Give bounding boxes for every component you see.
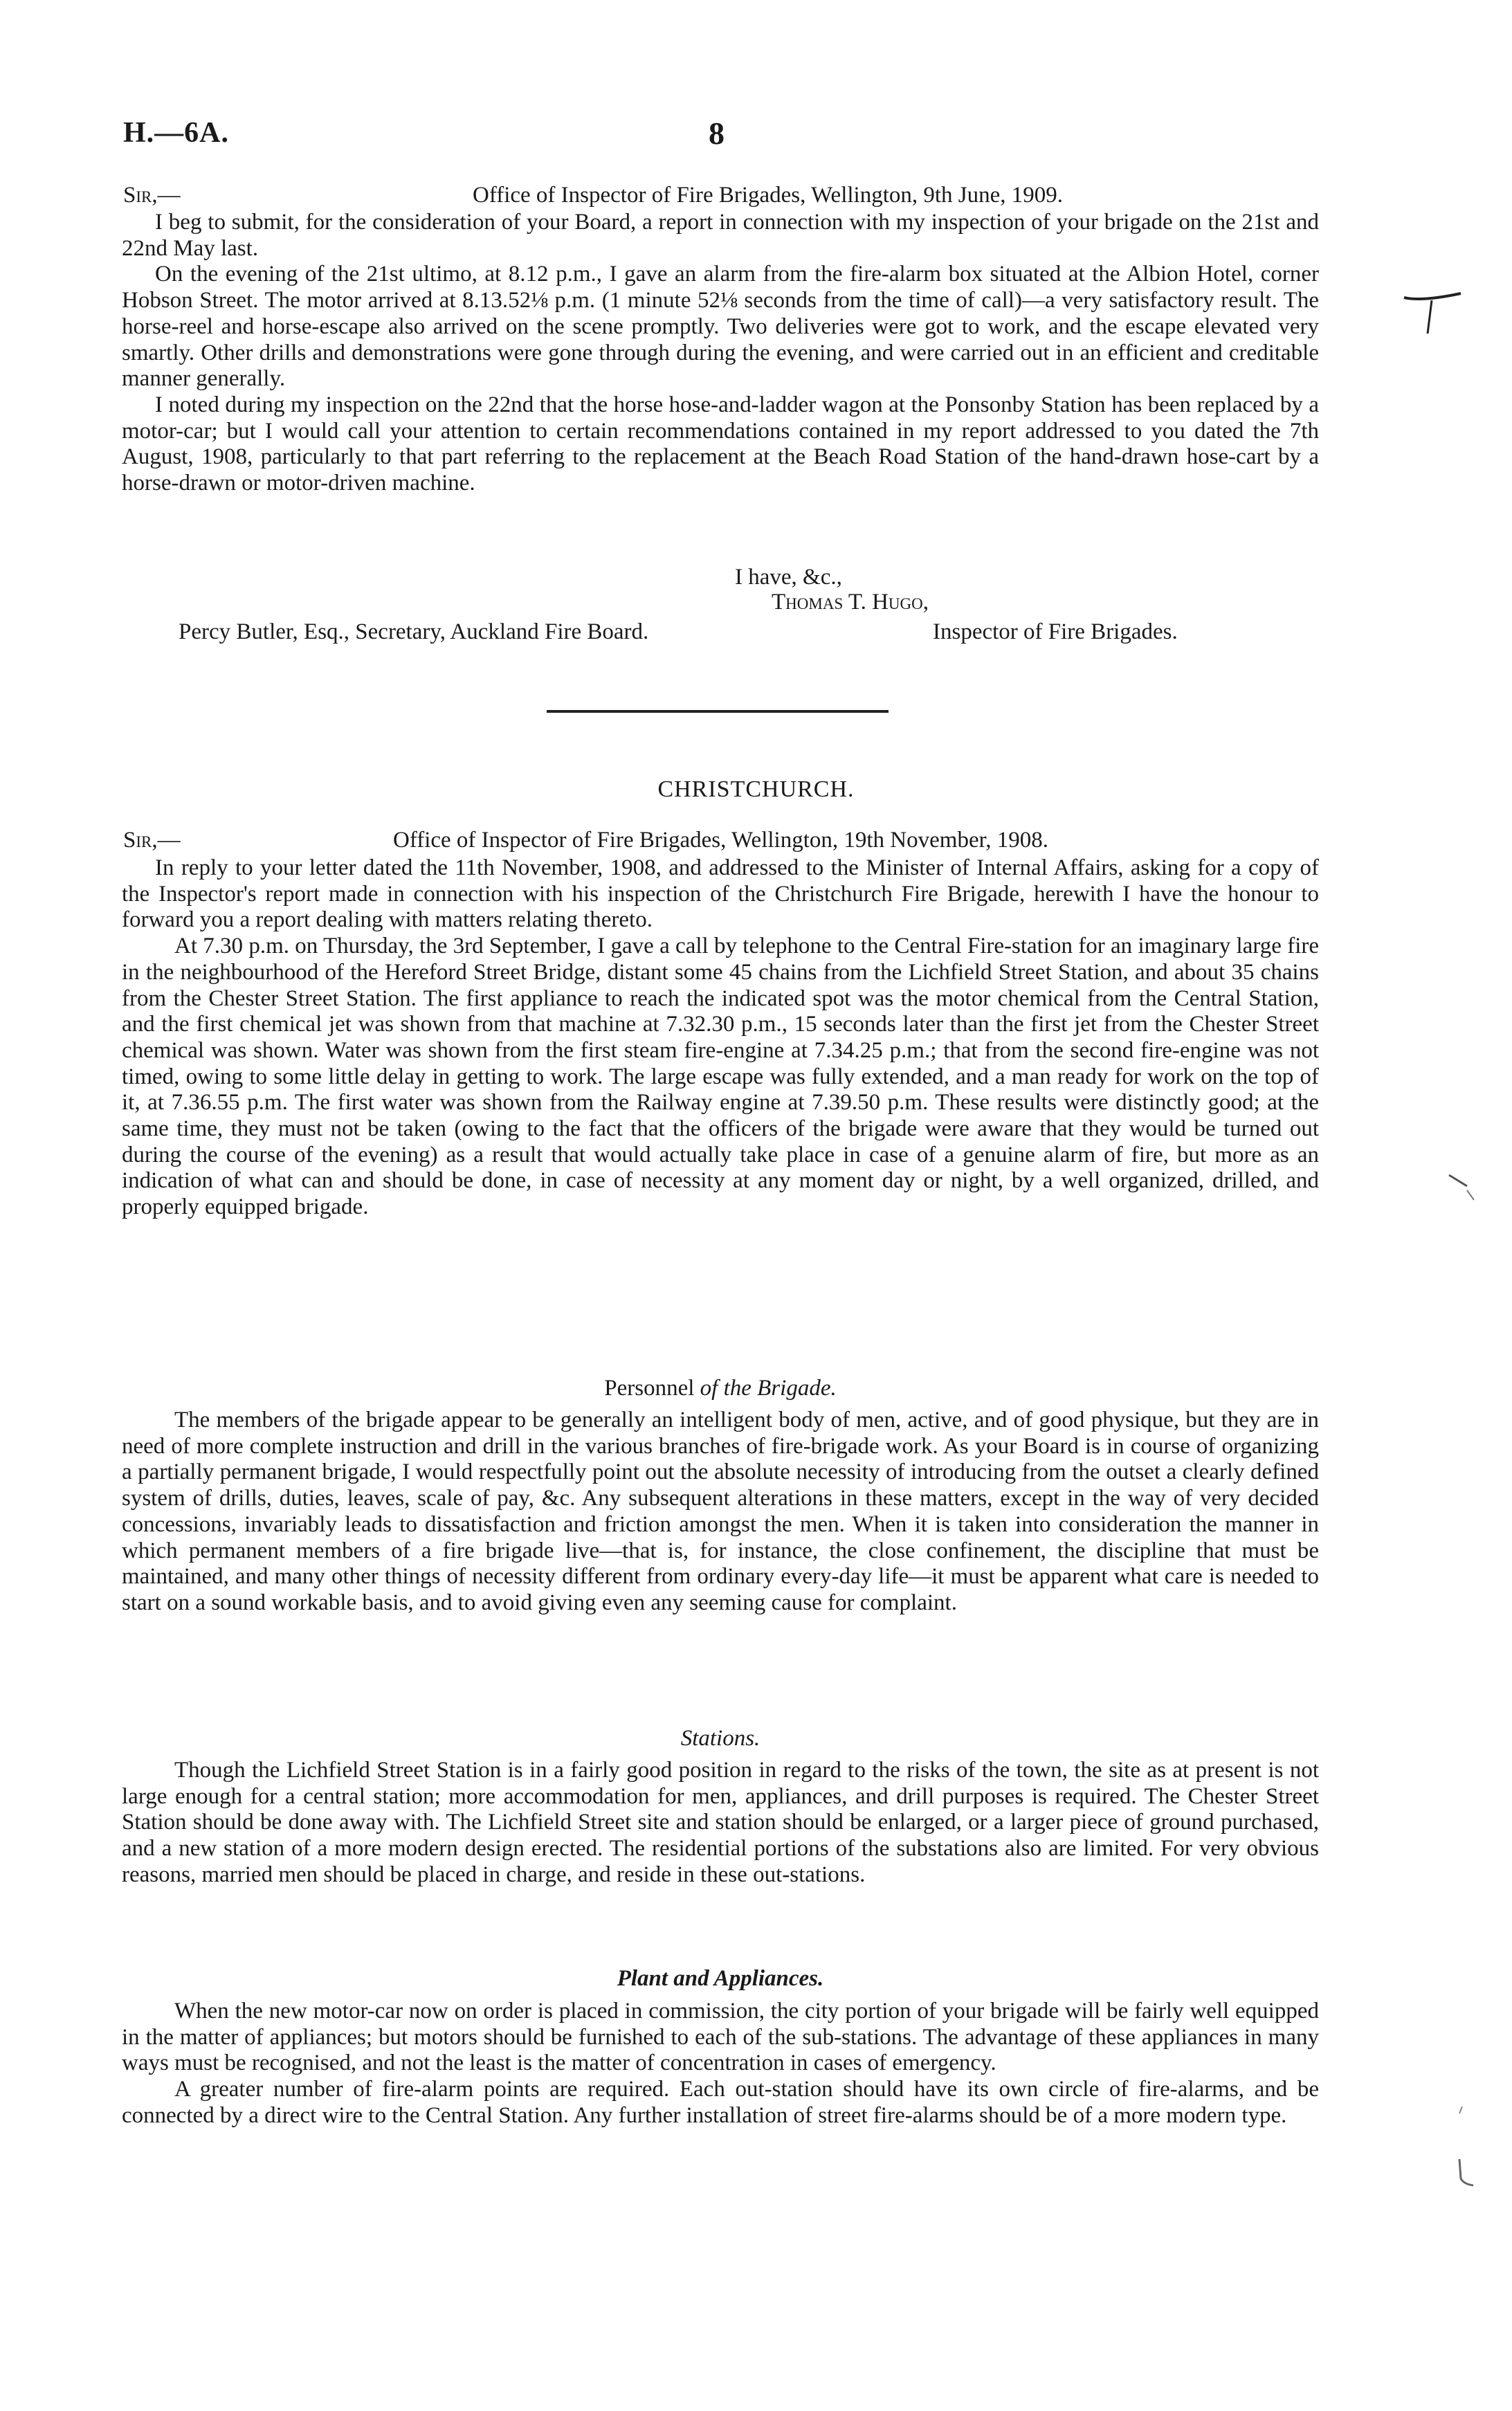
letter2-office-line: Office of Inspector of Fire Brigades, Wellington, 19th November, 1908. — [393, 828, 1049, 853]
letter1-signatory-title: Inspector of Fire Brigades. — [933, 619, 1178, 644]
letter1-paragraph: I noted during my inspection on the 22nd that the horse hose-and-ladder wagon at the Ponsonby Station has been replaced by a motor-car; but I would call your attention to certain recommendations contained in my report addressed to you dated the 7th August, 1908, particularly to that part referring to the replacement at the Beach Road Station of the hand-drawn hose-cart by a horse-drawn or motor-driven machine. — [122, 392, 1319, 496]
section-divider — [547, 710, 889, 713]
personnel-body — [122, 1408, 1319, 1617]
letter2-paragraph: At 7.30 p.m. on Thursday, the 3rd September, I gave a call by telephone to the Central Fire-station for an imaginary large fire in the neighbourhood of the Hereford Street Bridge, distant some 45 chains from the Lichfield Street Station, and about 35 chains from the Chester Street Station. The first appliance to reach the indicated spot was the motor chemical from the Central Station, and the first chemical jet was shown from that machine at 7.32.30 p.m., 15 seconds later than the first jet from the Chester Street chemical was shown. Water was shown from the first steam fire-engine at 7.34.25 p.m.; that from the second fire-engine was not timed, owing to some little delay in getting to work. The large escape was fully extended, and a man ready for work on the top of it, at 7.36.55 p.m. The first water was shown from the Railway engine at 7.39.50 p.m. These results were distinctly good; at the same time, they must not be taken (owing to the fact that the officers of the brigade were aware that they would be turned out during the course of the evening) as a result that would actually take place in case of a genuine alarm of fire, but more as an indication of what can and should be done, in case of necessity at any moment day or night, by a well organized, drilled, and properly equipped brigade. — [122, 934, 1319, 1220]
stations-paragraph: Though the Lichfield Street Station is in a fairly good position in regard to the risks of the town, the site as at present is not large enough for a central station; more accommodation for men, appliances, and drill purposes is required. The Chester Street Station should be done away with. The Lichfield Street site and station should be enlarged, or a larger piece of ground purchased, and a new station of a more modern design erected. The residential portions of the substations also are limited. For very obvious reasons, married men should be placed in charge, and reside in these out-stations. — [122, 1758, 1319, 1887]
plant-paragraph: When the new motor-car now on order is placed in commission, the city portion of your brigade will be fairly well equipped in the matter of appliances; but motors should be furnished to each of the sub-stations. The advantage of these appliances in many ways must be recognised, and not the least is the matter of concentration in cases of emergency. — [122, 1999, 1319, 2076]
letter2-body — [122, 855, 1319, 1221]
letter1-paragraph: I beg to submit, for the consideration of your Board, a report in connection with my inspection of your brigade on the 21st and 22nd May last. — [122, 210, 1319, 261]
page-number: 8 — [709, 116, 725, 151]
letter1-salutation: Sir,— — [123, 183, 181, 208]
document-code: H.—6A. — [123, 117, 229, 149]
personnel-heading — [122, 1376, 1319, 1401]
letter1-addressee: Percy Butler, Esq., Secretary, Auckland Fire Board. — [179, 619, 649, 644]
letter1-paragraph: On the evening of the 21st ultimo, at 8.12 p.m., I gave an alarm from the fire-alarm box situated at the Albion Hotel, corner Hobson Street. The motor arrived at 8.13.52⅛ p.m. (1 minute 52⅛ seconds from the time of call)—a very satisfactory result. The horse-reel and horse-escape also arrived on the scene promptly. Two deliveries were got to work, and the escape elevated very smartly. Other drills and demonstrations were gone through during the evening, and were carried out in an efficient and creditable manner generally. — [122, 262, 1319, 392]
plant-paragraph: A greater number of fire-alarm points are required. Each out-station should have its own circle of fire-alarms, and be connected by a direct wire to the Central Station. Any further installation of street fire-alarms should be of a more modern type. — [122, 2077, 1319, 2128]
plant-body — [122, 1999, 1319, 2129]
margin-pencil-mark — [1446, 1170, 1488, 1211]
letter1-office-line: Office of Inspector of Fire Brigades, Wellington, 9th June, 1909. — [473, 183, 1064, 208]
letter1-closing: I have, &c., — [735, 565, 842, 590]
letter1-signature: Thomas T. Hugo, — [772, 590, 929, 615]
margin-pencil-mark — [1450, 2104, 1484, 2194]
stations-body — [122, 1758, 1319, 1889]
stations-heading: Stations. — [680, 1726, 760, 1751]
letter2-heading-line — [123, 828, 1320, 853]
margin-pencil-mark — [1401, 284, 1464, 346]
personnel-heading-plain: Personnel — [604, 1376, 695, 1401]
letter1-body — [122, 210, 1319, 497]
letter2-salutation: Sir,— — [123, 828, 181, 853]
section-title: CHRISTCHURCH. — [657, 776, 855, 802]
personnel-paragraph: The members of the brigade appear to be generally an intelligent body of men, active, and of good physique, but they are in need of more complete instruction and drill in the various branches of fire-brigade work. As your Board is in course of organizing a partially permanent brigade, I would respectfully point out the absolute necessity of introducing from the outset a clearly defined system of drills, duties, leaves, scale of pay, &c. Any subsequent alterations in these matters, except in the way of very decided concessions, invariably leads to dissatisfaction and friction amongst the men. When it is taken into consideration the manner in which permanent members of a fire brigade live—that is, for instance, the close confinement, the discipline that must be maintained, and many other things of necessity different from ordinary every-day life—it must be apparent what care is needed to start on a sound workable basis, and to avoid giving even any seeming cause for complaint. — [122, 1408, 1319, 1615]
personnel-heading-italic: of the Brigade. — [700, 1376, 837, 1401]
plant-heading: Plant and Appliances. — [617, 1966, 824, 1991]
letter1-heading-line — [123, 183, 1320, 208]
letter2-paragraph: In reply to your letter dated the 11th November, 1908, and addressed to the Minister of Internal Affairs, asking for a copy of the Inspector's report made in connection with his inspection of the Christchurch Fire Brigade, herewith I have the honour to forward you a report dealing with matters relating thereto. — [122, 855, 1319, 933]
